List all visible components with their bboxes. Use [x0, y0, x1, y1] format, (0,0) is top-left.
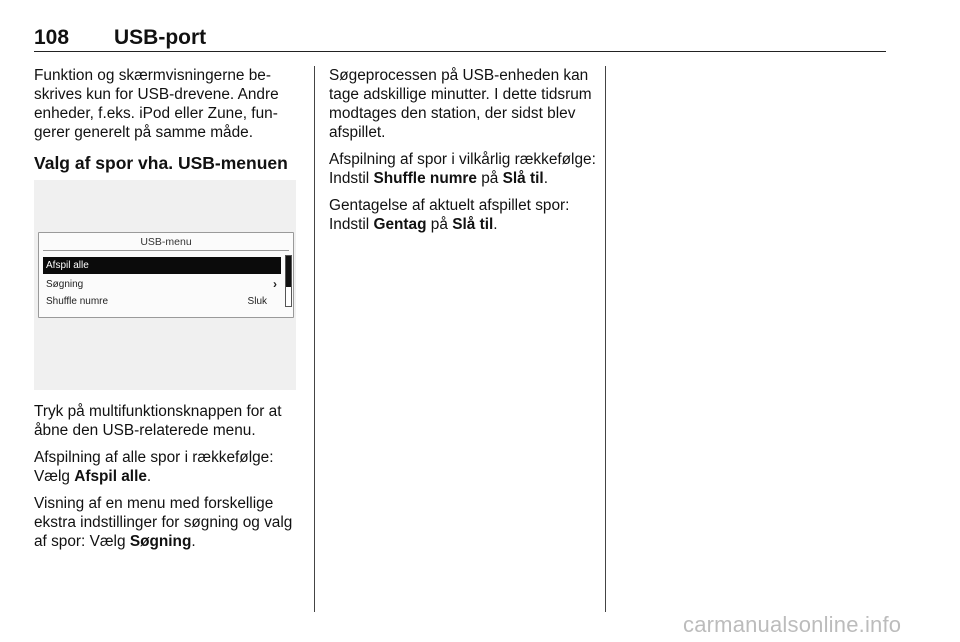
page-header [34, 26, 886, 50]
text: på [476, 170, 503, 187]
menu-item-shuffle[interactable] [43, 293, 281, 310]
menu-item-value: Sluk [247, 296, 267, 307]
text: Visning af en menu med forskellige ekstra indstillinger for søgning og valg af spor: Vælg [34, 495, 293, 550]
menu-item-play-all[interactable] [43, 257, 281, 274]
page-number: 108 [34, 26, 70, 49]
repeat-term: Gentag [373, 216, 427, 233]
play-all-term: Afspil alle [74, 468, 147, 485]
shuffle-paragraph [329, 150, 597, 188]
usb-menu-figure [34, 180, 296, 390]
text: Gentagelse af aktuelt afspillet spor: Indstil [329, 197, 570, 233]
watermark: carmanualsonline.info [683, 612, 902, 637]
menu-item-search[interactable] [43, 276, 281, 293]
screen-title-rule [43, 250, 289, 251]
display-screen [38, 232, 294, 318]
text: . [543, 170, 548, 187]
column-divider-right [605, 66, 606, 612]
text: på [426, 216, 453, 233]
search-term: Søgning [129, 533, 192, 550]
subsection-heading: Valg af spor vha. USB-menuen [34, 153, 288, 173]
on-term: Slå til [502, 170, 544, 187]
chevron-right-icon: › [273, 277, 277, 291]
scrollbar[interactable] [285, 255, 292, 307]
menu-item-label: Afspil alle [46, 260, 89, 271]
menu-item-label: Shuffle numre [46, 296, 109, 307]
repeat-paragraph [329, 196, 597, 234]
header-rule [34, 51, 886, 52]
section-title: USB-port [114, 26, 207, 49]
open-menu-paragraph: Tryk på multifunktionsknappen for at åbne den USB-relaterede menu. [34, 403, 282, 439]
scrollbar-thumb[interactable] [286, 256, 291, 287]
column-divider-left [314, 66, 315, 612]
on-term: Slå til [452, 216, 494, 233]
text: Afspilning af alle spor i rækkefølge: Vælg [34, 449, 274, 485]
intro-paragraph: Funktion og skærmvisningerne beskrives kun for USB-drevene. Andre enheder, f.eks. iPod eller Zune, fungerer generelt på samme måde. [34, 67, 279, 141]
text: . [493, 216, 498, 233]
menu-item-label: Søgning [46, 279, 84, 290]
shuffle-term: Shuffle numre [373, 170, 477, 187]
search-paragraph [34, 494, 302, 551]
text: . [191, 533, 196, 550]
search-process-paragraph: Søgeprocessen på USB-enheden kan tage adskillige minutter. I dette tidsrum modtages den station, der sidst blev afspillet. [329, 67, 592, 141]
text: . [146, 468, 152, 485]
column-middle [329, 66, 597, 242]
play-all-paragraph [34, 448, 302, 486]
screen-title: USB-menu [140, 236, 192, 248]
text: Afspilning af spor i vilkårlig rækkefølge: Indstil [329, 151, 596, 187]
